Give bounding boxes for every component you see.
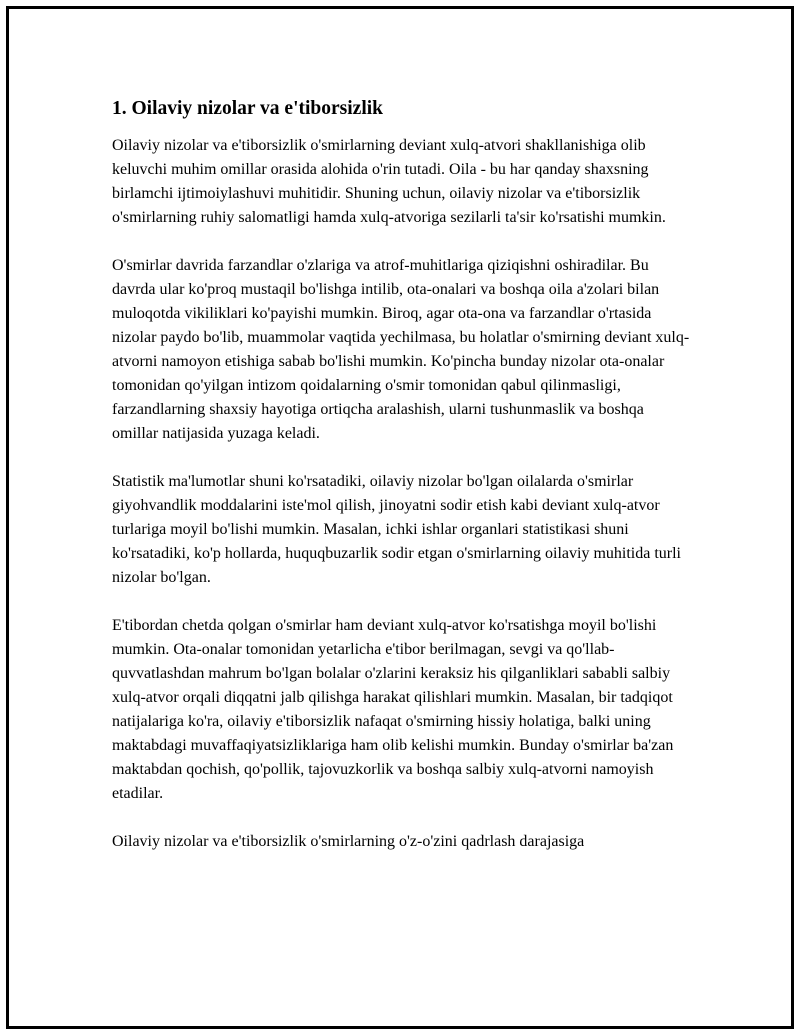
paragraph: E'tibordan chetda qolgan o'smirlar ham deviant xulq-atvor ko'rsatishga moyil bo'lishi mumkin. Ota-onalar tomonidan yetarlicha e'tibor berilmagan, sevgi va qo'llab-quvvatlashdan mahrum bo'lgan bolalar o'zlarini keraksiz his qilganliklari sababli salbiy xulq-atvor orqali diqqatni jalb qilishga harakat qilishlari mumkin. Masalan, bir tadqiqot natijalariga ko'ra, oilaviy e'tiborsizlik nafaqat o'smirning hissiy holatiga, balki uning maktabdagi muvaffaqiyatsizliklariga ham olib kelishi mumkin. Bunday o'smirlar ba'zan maktabdan qochish, qo'pollik, tajovuzkorlik va boshqa salbiy xulq-atvorni namoyish etadilar. [112,617,674,802]
paragraph: Oilaviy nizolar va e'tiborsizlik o'smirlarning deviant xulq-atvori shakllanishiga olib keluvchi muhim omillar orasida alohida o'rin tutadi. Oila - bu har qanday shaxsning birlamchi ijtimoiylashuvi muhitidir. Shuning uchun, oilaviy nizolar va e'tiborsizlik o'smirlarning ruhiy salomatligi hamda xulq-atvoriga sezilarli ta'sir ko'rsatishi mumkin. [112,137,666,226]
paragraph: Oilaviy nizolar va e'tiborsizlik o'smirlarning o'z-o'zini qadrlash darajasiga [112,833,585,850]
paragraph: Statistik ma'lumotlar shuni ko'rsatadiki, oilaviy nizolar bo'lgan oilalarda o'smirlar giyohvandlik moddalarini iste'mol qilish, jinoyatni sodir etish kabi deviant xulq-atvor turlariga moyil bo'lishi mumkin. Masalan, ichki ishlar organlari statistikasi shuni ko'rsatadiki, ko'p hollarda, huquqbuzarlik sodir etgan o'smirlarning oilaviy muhitida turli nizolar bo'lgan. [112,473,681,586]
document-body [112,97,692,878]
paragraph: O'smirlar davrida farzandlar o'zlariga va atrof-muhitlariga qiziqishni oshiradilar. Bu davrda ular ko'proq mustaqil bo'lishga intilib, ota-onalari va boshqa oila a'zolari bilan muloqotda vikiliklari ko'payishi mumkin. Biroq, agar ota-ona va farzandlar o'rtasida nizolar paydo bo'lib, muammolar vaqtida yechilmasa, bu holatlar o'smirning deviant xulq-atvorni namoyon etishiga sabab bo'lishi mumkin. Ko'pincha bunday nizolar ota-onalar tomonidan qo'yilgan intizom qoidalarning o'smir tomonidan qabul qilinmasligi, farzandlarning shaxsiy hayotiga ortiqcha aralashish, ularni tushunmaslik va boshqa omillar natijasida yuzaga keladi. [112,257,690,442]
section-heading: 1. Oilaviy nizolar va e'tiborsizlik [112,98,384,119]
